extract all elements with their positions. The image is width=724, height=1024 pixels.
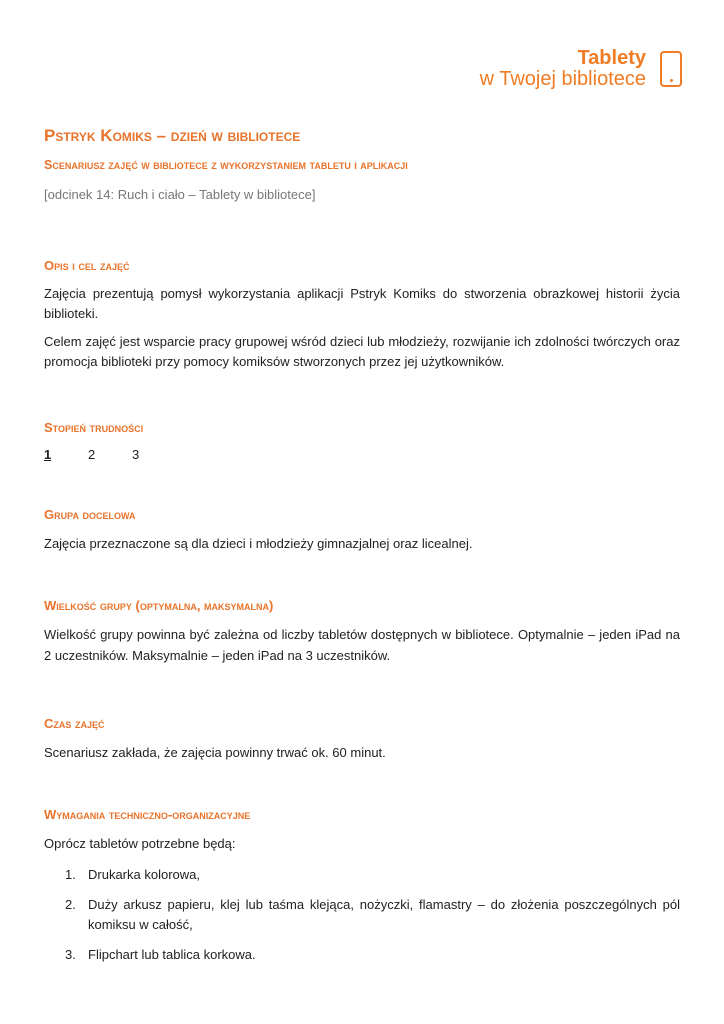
section-heading-grupa: Grupa docelowa xyxy=(44,507,136,522)
list-item-number: 1. xyxy=(65,866,76,882)
brand-logo xyxy=(480,48,682,90)
list-item-text: Drukarka kolorowa, xyxy=(88,866,200,882)
section-heading-czas: Czas zajęć xyxy=(44,715,105,731)
section-heading-wielkosc: Wielkość grupy (optymalna, maksymalna) xyxy=(44,597,274,613)
list-item-text: Duży arkusz papieru, klej lub taśma klejąca, nożyczki, flamastry – do złożenia poszczególnych pól komiksu w całość, xyxy=(88,897,680,932)
difficulty-level-1: 1 xyxy=(44,447,52,462)
grupa-paragraph: Zajęcia przeznaczone są dla dzieci i młodzieży gimnazjalnej oraz licealnej. xyxy=(44,536,473,551)
list-item xyxy=(44,865,680,885)
page-subtitle: Scenariusz zajęć w bibliotece z wykorzystaniem tabletu i aplikacji xyxy=(44,158,408,172)
difficulty-level-3: 3 xyxy=(132,447,140,462)
section-heading-opis: Opis i cel zajęć xyxy=(44,258,130,273)
wielkosc-paragraph: Wielkość grupy powinna być zależna od liczby tabletów dostępnych w bibliotece. Optymalnie – jeden iPad na 2 uczestników. Maksymalnie – jeden iPad na 3 uczestników. xyxy=(44,626,680,663)
brand-text xyxy=(480,48,646,90)
list-item-text: Flipchart lub tablica korkowa. xyxy=(88,947,256,962)
opis-paragraph-1: Zajęcia prezentują pomysł wykorzystania aplikacji Pstryk Komiks do stworzenia obrazkowej historii życia biblioteki. xyxy=(44,286,680,321)
wymagania-intro: Oprócz tabletów potrzebne będą: xyxy=(44,836,236,851)
list-item-number: 2. xyxy=(65,897,76,912)
opis-paragraph-2: Celem zajęć jest wsparcie pracy grupowej wśród dzieci lub młodzieży, rozwijanie ich zdolności twórczych oraz promocja biblioteki przy pomocy komiksów stworzonych przez jej użytkowników. xyxy=(44,334,680,369)
section-heading-stopien: Stopień trudności xyxy=(44,420,144,435)
list-item-number: 3. xyxy=(65,947,76,962)
difficulty-levels xyxy=(44,447,680,462)
brand-line1: Tablety xyxy=(577,47,646,69)
episode-label: [odcinek 14: Ruch i ciało – Tablety w bibliotece] xyxy=(44,187,316,202)
section-heading-wymagania: Wymagania techniczno-organizacyjne xyxy=(44,807,251,822)
list-item xyxy=(44,895,680,934)
difficulty-level-2: 2 xyxy=(88,447,96,462)
list-item xyxy=(44,945,680,965)
tablet-icon xyxy=(660,51,682,87)
czas-paragraph: Scenariusz zakłada, że zajęcia powinny trwać ok. 60 minut. xyxy=(44,744,386,760)
brand-line2: w Twojej bibliotece xyxy=(479,68,646,90)
page-title: Pstryk Komiks – dzień w bibliotece xyxy=(44,126,301,145)
document-body xyxy=(44,126,680,965)
requirements-list xyxy=(44,865,680,965)
